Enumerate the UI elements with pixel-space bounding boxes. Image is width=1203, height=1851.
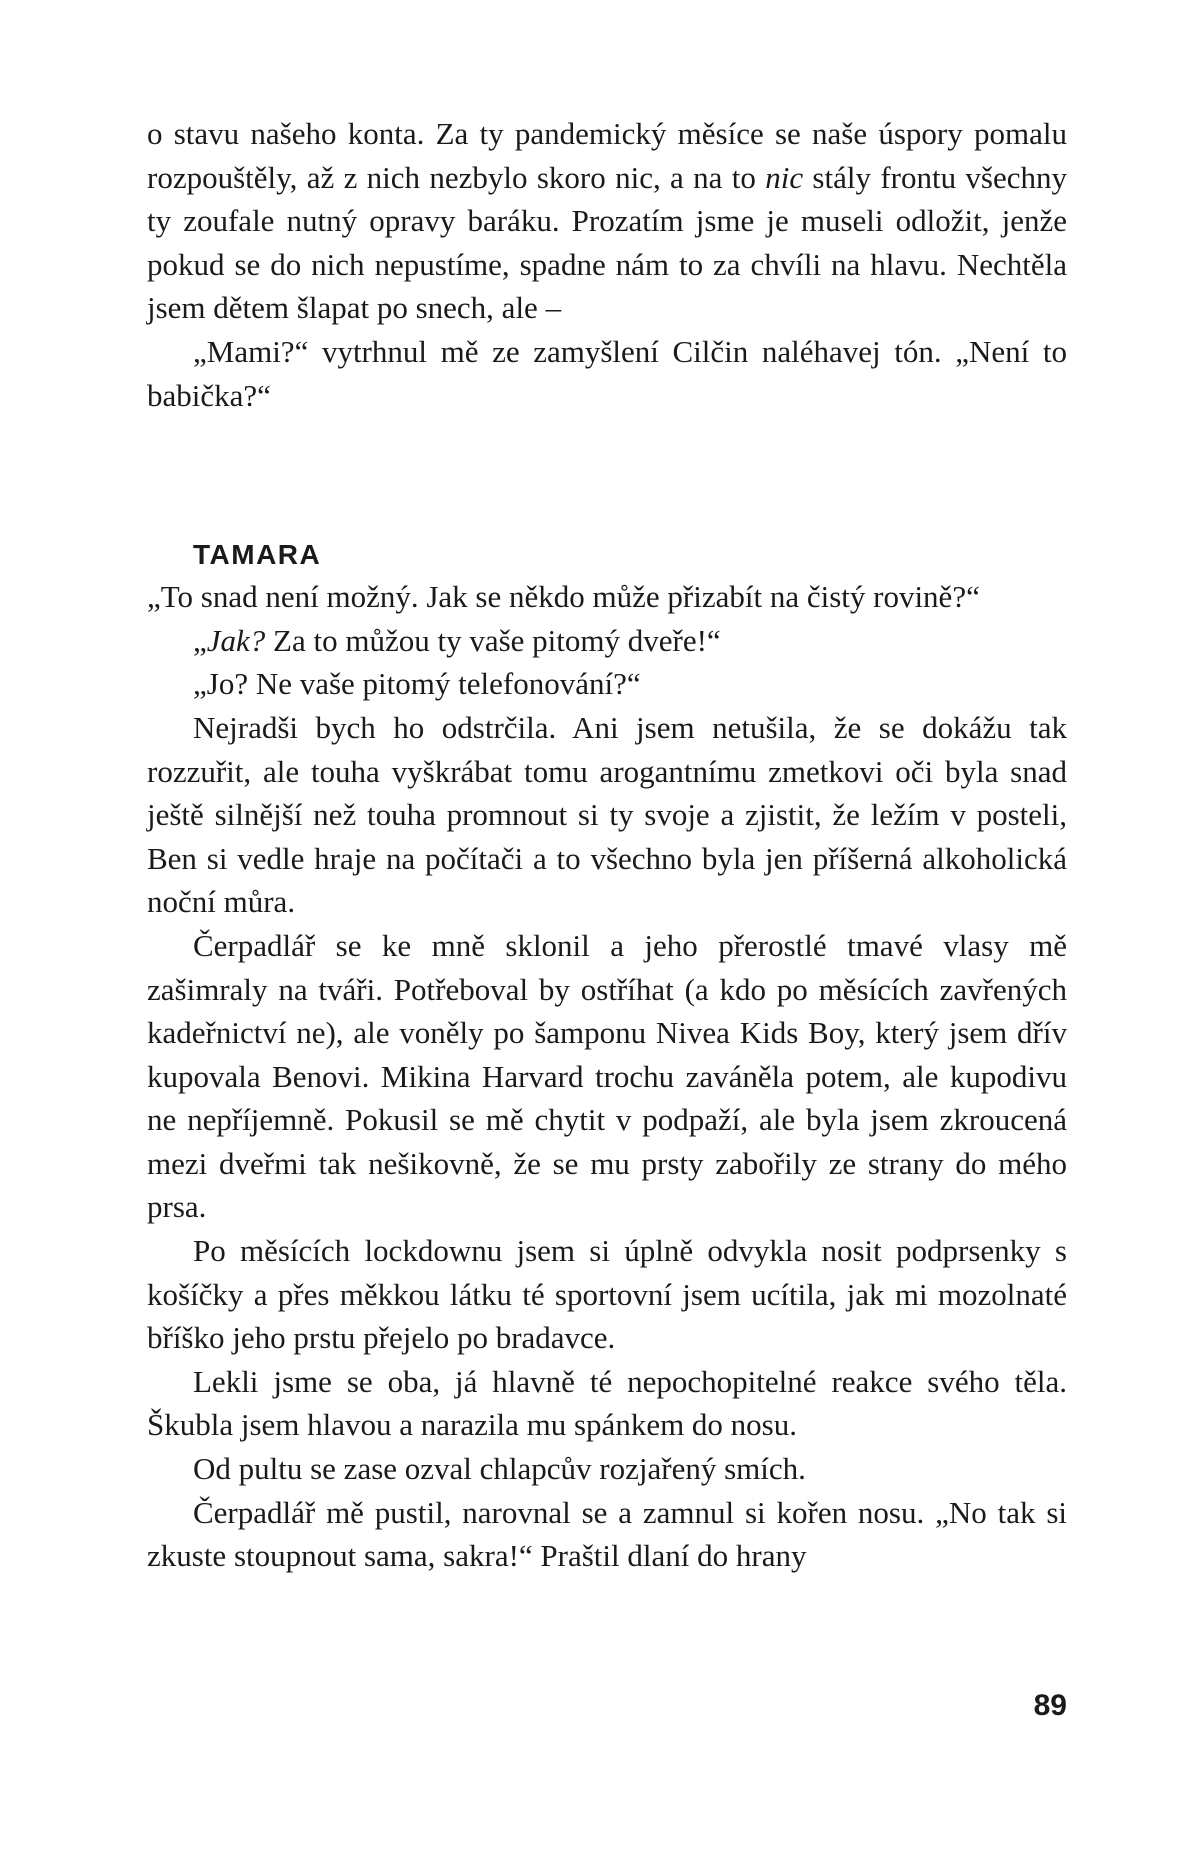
paragraph-text: stály frontu všechny ty zoufale nutný opravy baráku. Prozatím jsme je museli odložit, jenže pokud se do nich nepustíme, spadne nám to za chvíli na hlavu. Nechtěla jsem dětem šlapat po snech, ale – [147,159,1068,326]
page-body [147,112,1067,1578]
paragraph: „Mami?“ vytrhnul mě ze zamyšlení Cilčin naléhavej tón. „Není to babička?“ [147,333,1067,413]
paragraph-text: „ [193,622,207,658]
chapter-heading: TAMARA [193,539,322,571]
emphasis-text: nic [765,159,804,195]
paragraph: Nejradši bych ho odstrčila. Ani jsem netušila, že se dokážu tak rozzuřit, ale touha vyškrábat tomu arogantnímu zmetkovi oči byla snad ještě silnější než touha promnout si ty svoje a zjistit, že ležím v posteli, Ben si vedle hraje na počítači a to všechno byla jen příšerná alkoholická noční můra. [147,709,1067,920]
paragraph: „Jo? Ne vaše pitomý telefonování?“ [193,666,641,702]
paragraph-text: Za to můžou ty vaše pitomý dveře!“ [265,622,721,658]
paragraph-text: o stavu našeho konta. Za ty pandemický měsíce se naše úspory pomalu rozpouštěly, až z nich nezbylo skoro nic, a na to [147,116,1067,195]
page-number: 89 [1033,1689,1067,1722]
paragraph: Čerpadlář se ke mně sklonil a jeho přerostlé tmavé vlasy mě zašimraly na tváři. Potřeboval by ostříhat (a kdo po měsících zavřených kadeřnictví ne), ale voněly po šamponu Nivea Kids Boy, který jsem dřív kupovala Benovi. Mikina Harvard trochu zaváněla potem, ale kupodivu ne nepříjemně. Pokusil se mě chytit v podpaží, ale byla jsem zkroucená mezi dveřmi tak nešikovně, že se mu prsty zabořily ze strany do mého prsa. [147,927,1067,1225]
paragraph: „To snad není možný. Jak se někdo může přizabít na čistý rovině?“ [147,579,980,615]
paragraph: Po měsících lockdownu jsem si úplně odvykla nosit podprsenky s košíčky a přes měkkou látku té sportovní jsem ucítila, jak mi mozolnaté bříško jeho prstu přejelo po bradavce. [147,1233,1067,1356]
paragraph [147,112,1067,330]
paragraph: Od pultu se zase ozval chlapcův rozjařený smích. [193,1451,806,1487]
paragraph: Čerpadlář mě pustil, narovnal se a zamnul si kořen nosu. „No tak si zkuste stoupnout sama, sakra!“ Praštil dlaní do hrany [147,1494,1067,1574]
paragraph: Lekli jsme se oba, já hlavně té nepochopitelné reakce svého těla. Škubla jsem hlavou a narazila mu spánkem do nosu. [147,1363,1067,1443]
paragraph [147,619,1067,663]
emphasis-text: Jak? [206,622,266,658]
